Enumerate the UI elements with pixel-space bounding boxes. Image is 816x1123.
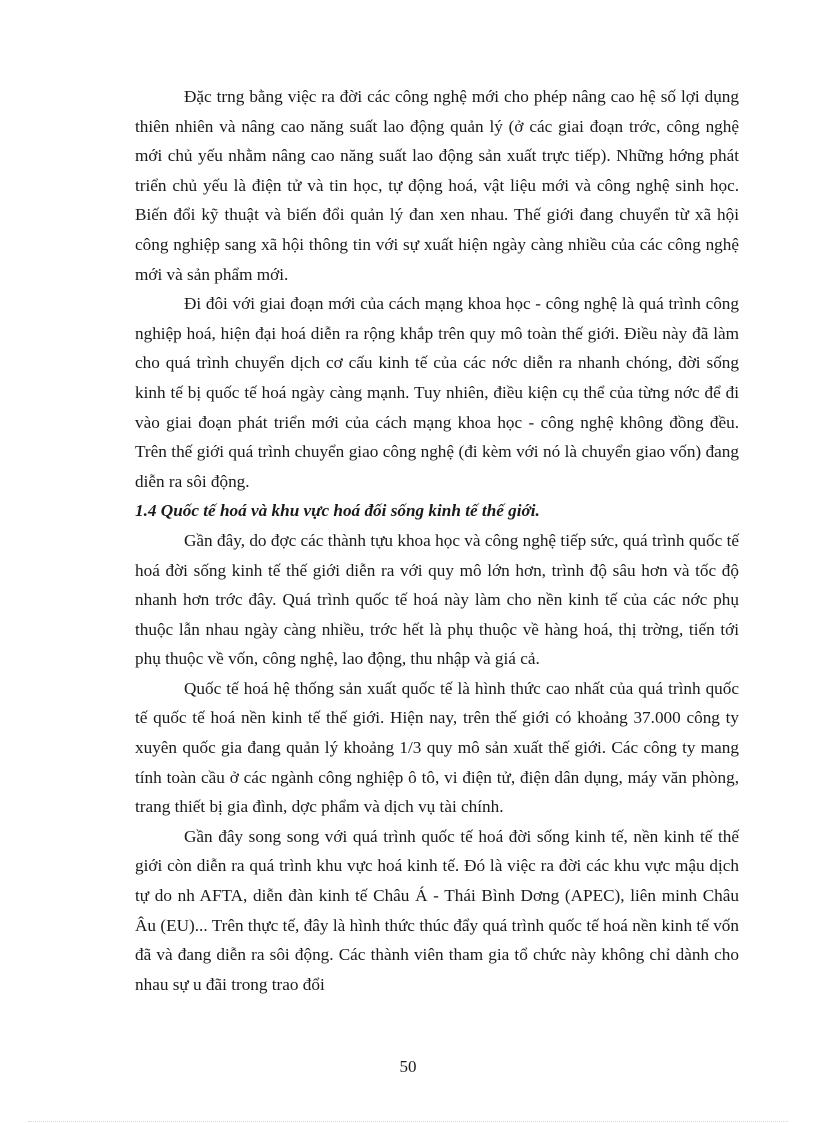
document-page bbox=[135, 82, 739, 999]
page-number: 50 bbox=[399, 1057, 417, 1076]
paragraph-multinational-companies: Quốc tế hoá hệ thống sản xuất quốc tế là hình thức cao nhất của quá trình quốc tế quốc tế hoá nền kinh tế thế giới. Hiện nay, trên thế giới có khoảng 37.000 công ty xuyên quốc gia đang quản lý khoảng 1/3 quy mô sản xuất thế giới. Các công ty mang tính toàn cầu ở các ngành công nghiệp ô tô, vi điện tử, điện dân dụng, máy văn phòng, trang thiết bị gia đình, dợc phẩm và dịch vụ tài chính. bbox=[135, 678, 739, 817]
section-heading: 1.4 Quốc tế hoá và khu vực hoá đối sống kinh tế thế giới. bbox=[135, 501, 540, 521]
paragraph-regionalization: Gần đây song song với quá trình quốc tế hoá đời sống kinh tế, nền kinh tế thế giới còn diễn ra quá trình khu vực hoá kinh tế. Đó là việc ra đời các khu vực mậu dịch tự do nh AFTA, diễn đàn kinh tế Châu Á - Thái Bình Dơng (APEC), liên minh Châu Âu (EU)... Trên thực tế, đây là hình thức thúc đẩy quá trình quốc tế hoá nền kinh tế vốn đã và đang diễn ra sôi động. Các thành viên tham gia tổ chức này không chỉ dành cho nhau sự u đãi trong trao đổi bbox=[135, 826, 739, 994]
paragraph-internationalization: Gần đây, do đợc các thành tựu khoa học và công nghệ tiếp sức, quá trình quốc tế hoá đời sống kinh tế thế giới diễn ra với quy mô lớn hơn, trình độ sâu hơn và tốc độ nhanh hơn trớc đây. Quá trình quốc tế hoá này làm cho nền kinh tế của các nớc phụ thuộc lẫn nhau ngày càng nhiều, trớc hết là phụ thuộc về hàng hoá, thị trờng, tiến tới phụ thuộc về vốn, công nghệ, lao động, thu nhập và giá cả. bbox=[135, 530, 739, 669]
paragraph-tech-characteristics: Đặc trng bằng việc ra đời các công nghệ mới cho phép nâng cao hệ số lợi dụng thiên nhiên và nâng cao năng suất lao động quản lý (ở các giai đoạn trớc, công nghệ mới chủ yếu nhằm nâng cao năng suất lao động sản xuất trực tiếp). Những hớng phát triển chủ yếu là điện tử và tin học, tự động hoá, vật liệu mới và công nghệ sinh học. Biến đổi kỹ thuật và biến đổi quản lý đan xen nhau. Thế giới đang chuyển từ xã hội công nghiệp sang xã hội thông tin với sự xuất hiện ngày càng nhiều của các công nghệ mới và sản phẩm mới. bbox=[135, 87, 739, 284]
page-bottom-divider bbox=[28, 1121, 788, 1122]
paragraph-industrialization: Đi đôi với giai đoạn mới của cách mạng khoa học - công nghệ là quá trình công nghiệp hoá, hiện đại hoá diễn ra rộng khắp trên quy mô toàn thế giới. Điều này đã làm cho quá trình chuyển dịch cơ cấu kinh tế của các nớc diễn ra nhanh chóng, đời sống kinh tế bị quốc tế hoá ngày càng mạnh. Tuy nhiên, điều kiện cụ thể của từng nớc để đi vào giai đoạn phát triển mới của cách mạng khoa học - công nghệ không đồng đều. Trên thế giới quá trình chuyển giao công nghệ (đi kèm với nó là chuyển giao vốn) đang diễn ra sôi động. bbox=[135, 294, 739, 491]
